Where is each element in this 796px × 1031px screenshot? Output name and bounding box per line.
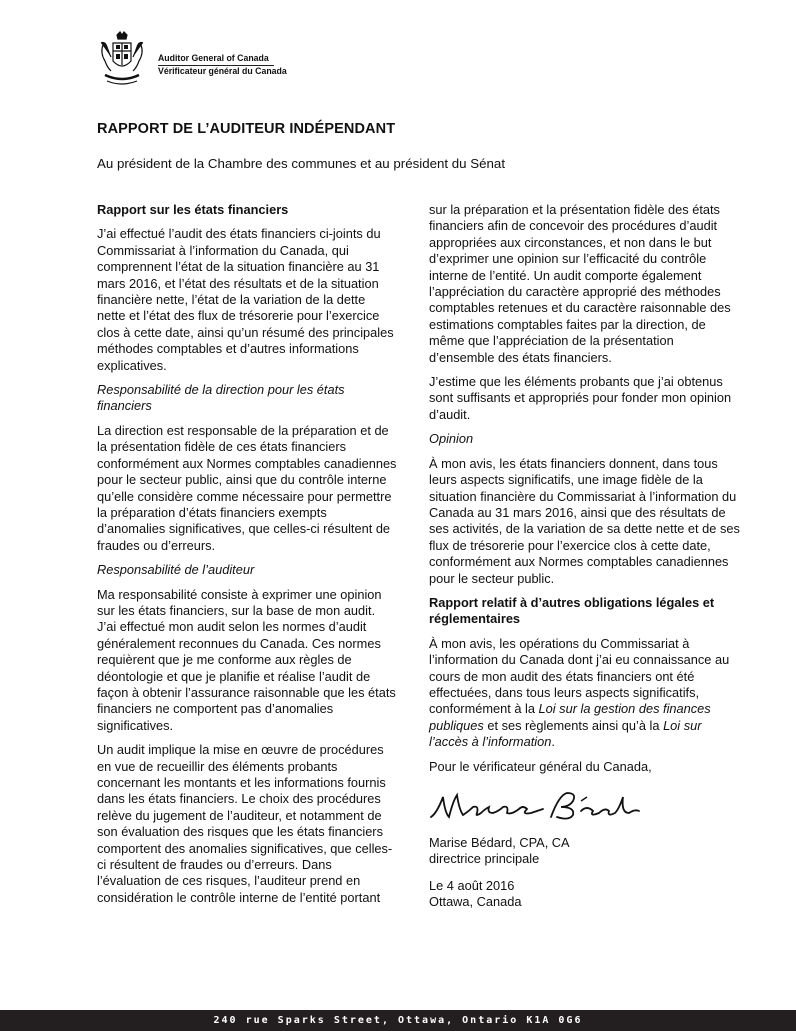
closing-line: Pour le vérificateur général du Canada, (429, 758, 652, 774)
right-column (429, 202, 741, 919)
report-date: Le 4 août 2016 (429, 877, 515, 893)
left-column (97, 202, 397, 914)
paragraph: J’ai effectué l’audit des états financiers ci-joints du Commissariat à l’information du Canada, qui comprennent l’état de la situation financière au 31 mars 2016, et l’état des résultats et de la situation financière nette, l’état de la variation de la dette nette et l’état des flux de trésorerie pour l’exercice clos à cette date, ainsi qu’un résumé des principales méthodes comptables et d’autres informations explicatives. (97, 226, 394, 373)
subsection-heading: Responsabilité de la direction pour les états financiers (97, 382, 345, 414)
paragraph (429, 636, 741, 751)
date-place-block (429, 878, 741, 911)
report-addressee: Au président de la Chambre des communes et au président du Sénat (97, 156, 506, 171)
paragraph: La direction est responsable de la préparation et de la présentation fidèle de ces états financiers conformément aux Normes comptables canadiennes pour le secteur public, ainsi que du contrôle interne qu’elle considère comme nécessaire pour permettre la préparation d’états financiers exempts d’anomalies significatives, que celles-ci résultent de fraudes ou d’erreurs. (97, 422, 397, 553)
paragraph: À mon avis, les états financiers donnent, dans tous leurs aspects significatifs, une image fidèle de la situation financière du Commissariat à l’information du Canada au 31 mars 2016, ainsi que des résultats de ses activités, de la variation de sa dette nette et de ses flux de trésorerie pour l’exercice clos à cette date, conformément aux Normes comptables canadiennes pour le secteur public. (429, 455, 740, 586)
report-title: RAPPORT DE L’AUDITEUR INDÉPENDANT (97, 121, 396, 137)
section-heading: Rapport sur les états financiers (97, 202, 289, 217)
report-place: Ottawa, Canada (429, 894, 522, 910)
signer-title: directrice principale (429, 851, 540, 867)
org-name-en: Auditor General of Canada (158, 53, 269, 64)
law-title: Loi sur l’accès à l’information (429, 717, 702, 750)
text-run: À mon avis, les opérations du Commissariat à l’information du Canada dont j’ai eu connaissance au cours de mon audit des états financiers ont été effectuées, dans tous leurs aspects significatifs, conformément à la (429, 635, 730, 717)
section-heading: Rapport relatif à d’autres obligations légales et réglementaires (429, 594, 715, 627)
text-run: . (551, 734, 555, 750)
subsection-heading: Responsabilité de l’auditeur (97, 562, 255, 578)
paragraph: Ma responsabilité consiste à exprimer une opinion sur les états financiers, sur la base de mon audit. J’ai effectué mon audit selon les normes d’audit généralement reconnues du Canada. Ces normes requièrent que je me conforme aux règles de déontologie et que je planifie et réalise l’audit de façon à obtenir l’assurance raisonnable que les états financiers ne comportent pas d’anomalies significatives. (97, 586, 396, 733)
signer-name: Marise Bédard, CPA, CA (429, 835, 570, 850)
org-name-fr: Vérificateur général du Canada (158, 66, 287, 77)
footer-address-bar: 240 rue Sparks Street, Ottawa, Ontario K1A 0G6 (0, 1010, 796, 1031)
text-run: et ses règlements ainsi qu’à la (483, 717, 664, 733)
signature-block (429, 835, 741, 868)
subsection-heading: Opinion (429, 431, 474, 447)
paragraph: sur la préparation et la présentation fidèle des états financiers afin de concevoir des procédures d’audit appropriées aux circonstances, et non dans le but d’exprimer une opinion sur l’efficacité du contrôle interne de l’entité. Un audit comporte également l’appréciation du caractère approprié des méthodes comptables retenues et du caractère raisonnable des estimations comptables faites par la direction, de même que l’appréciation de la présentation d’ensemble des états financiers. (429, 202, 731, 365)
paragraph: J’estime que les éléments probants que j’ai obtenus sont suffisants et appropriés pour fonder mon opinion d’audit. (429, 374, 732, 422)
paragraph: Un audit implique la mise en œuvre de procédures en vue de recueillir des éléments probants concernant les montants et les informations fournis dans les états financiers. Le choix des procédures relève du jugement de l’auditeur, et notamment de son évaluation des risques que les états financiers comportent des anomalies significatives, que celles-ci résultent de fraudes ou d’erreurs. Dans l’évaluation de ces risques, l’auditeur prend en considération le contrôle interne de l’entité portant (97, 742, 393, 905)
handwritten-signature (423, 783, 653, 829)
coat-of-arms-logo (97, 31, 147, 91)
org-divider (158, 65, 274, 66)
law-title: Loi sur la gestion des finances publiques (429, 701, 711, 733)
